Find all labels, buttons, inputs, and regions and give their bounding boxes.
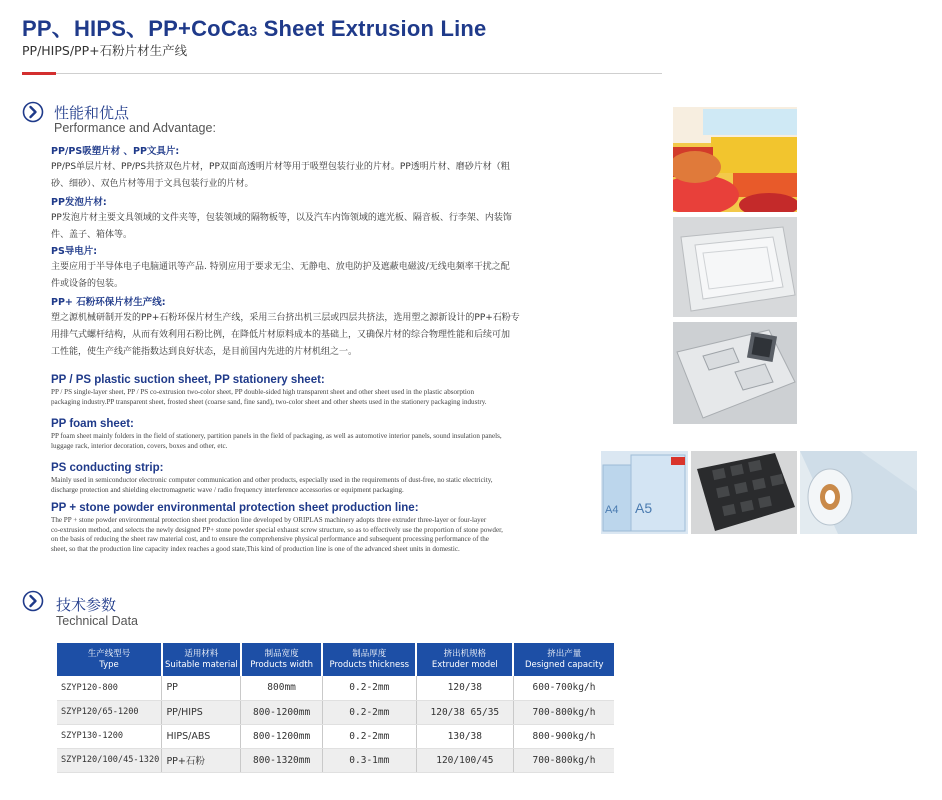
- cn-heading: PP发泡片材:: [51, 197, 107, 208]
- material-cell: PP/HIPS: [162, 700, 241, 724]
- column-header: 生产线型号 Type: [57, 643, 162, 676]
- sheet-roll-photo: [800, 451, 917, 534]
- thickness-cell: 0.2-2mm: [322, 724, 416, 748]
- cn-text-line: 砂、细砂）、双色片材等用于文具包装行业的片材。: [51, 179, 254, 189]
- cn-paragraph: [51, 196, 607, 244]
- extruder-cell: 120/38: [416, 676, 513, 700]
- capacity-cell: 600-700kg/h: [513, 676, 614, 700]
- sheet-rolls-image: [673, 107, 797, 212]
- cn-text-line: 件、盖子、箱体等。: [51, 230, 133, 240]
- en-paragraph: [51, 461, 597, 495]
- chevron-right-icon: [22, 590, 44, 612]
- material-cell: HIPS/ABS: [162, 724, 241, 748]
- cn-text-line: PP/PS单层片材、PP/PS共挤双色片材，PP双面高透明片材等用于吸塑包装行业的片材。PP透明片材、磨砂片材（粗: [51, 162, 510, 172]
- en-text-line: on the basis of reducing the sheet raw material cost, and to ensure the comprehensive physical performance and subsequent processing performance of the: [51, 535, 489, 543]
- cn-paragraph: [51, 296, 607, 361]
- table-row: [57, 676, 614, 700]
- column-header: 挤出产量 Designed capacity: [513, 643, 614, 676]
- cn-heading: PS导电片:: [51, 246, 98, 257]
- page-subtitle: PP/HIPS/PP+石粉片材生产线: [22, 43, 188, 58]
- spec-table: [57, 643, 614, 773]
- sheet-rolls-photo: [673, 107, 797, 212]
- en-text-line: luggage rack, interior decoration, covers, boxes and other, etc.: [51, 441, 228, 450]
- en-text-line: Mainly used in semiconductor electronic computer communication and other products, especially used in the requirements of dust-free, no static electricity,: [51, 476, 493, 484]
- folders-image: [601, 451, 688, 534]
- clear-tray-photo: [673, 217, 797, 317]
- technical-subtitle: Technical Data: [56, 614, 138, 628]
- thickness-cell: 0.2-2mm: [322, 700, 416, 724]
- en-heading: PP + stone powder environmental protection sheet production line:: [51, 502, 419, 514]
- cn-heading: PP+ 石粉环保片材生产线:: [51, 297, 166, 308]
- cn-text-line: 塑之源机械研制开发的PP+石粉环保片材生产线，采用三台挤出机三层或四层共挤法，选用塑之源新设计的PP+石粉专: [51, 313, 520, 323]
- en-paragraph: [51, 501, 597, 554]
- sheet-roll-image: [800, 451, 917, 534]
- en-text-line: PP / PS single-layer sheet, PP / PS co-extrusion two-color sheet, PP double-sided high transparent sheet and other sheet used in the plastic absorption: [51, 388, 474, 396]
- en-text-line: co-extrusion method, and selects the newly designed PP+ stone powder special exhaust screw structure, so as to effectively use the proportion of stone powder,: [51, 525, 503, 534]
- en-paragraph: [51, 373, 597, 407]
- width-cell: 800mm: [241, 676, 323, 700]
- folders-photo: [601, 451, 688, 534]
- type-cell: SZYP120-800: [57, 676, 162, 700]
- cn-paragraph: [51, 145, 607, 193]
- extruder-cell: 120/38 65/35: [416, 700, 513, 724]
- conductive-tray-photo: [691, 451, 797, 534]
- electronics-tray-image: [673, 322, 797, 424]
- folder-a4-label: A4: [605, 504, 619, 516]
- thickness-cell: 0.2-2mm: [322, 676, 416, 700]
- title-accent-rule: [22, 72, 56, 75]
- en-heading: PP foam sheet:: [51, 418, 134, 430]
- conductive-tray-image: [691, 451, 797, 534]
- en-text-line: discharge protection and shielding electromagnetic wave / radio frequency interference accessories or equipment packaging.: [51, 485, 404, 494]
- material-cell: PP+石粉: [162, 748, 241, 772]
- cn-text-line: 主要应用于半导体电子电脑通讯等产品. 特别应用于要求无尘、无静电、放电防护及遮蔽电磁波/无线电频率干扰之配: [51, 262, 510, 272]
- table-row: [57, 724, 614, 748]
- table-row: [57, 700, 614, 724]
- width-cell: 800-1320mm: [241, 748, 323, 772]
- extruder-cell: 130/38: [416, 724, 513, 748]
- column-header: 适用材料 Suitable material: [162, 643, 241, 676]
- cn-text-line: 件或设备的包装。: [51, 279, 124, 289]
- capacity-cell: 800-900kg/h: [513, 724, 614, 748]
- cn-text-line: 工性能，使生产线产能指数达到良好状态，是目前国内先进的片材机组之一。: [51, 347, 358, 357]
- title-divider: [56, 73, 662, 74]
- en-paragraph: [51, 417, 597, 451]
- thickness-cell: 0.3-1mm: [322, 748, 416, 772]
- chevron-right-icon: [22, 101, 44, 123]
- en-text-line: PP foam sheet mainly folders in the field of stationery, partition panels in the field of packaging, as well as automotive interior panels, sound insulation panels,: [51, 432, 502, 440]
- electronics-tray-photo: [673, 322, 797, 424]
- capacity-cell: 700-800kg/h: [513, 748, 614, 772]
- column-header: 制品厚度 Products thickness: [322, 643, 416, 676]
- en-text-line: sheet, so that the production line capacity index reaches a good state,This kind of production line is one of the advanced sheet units in domestic.: [51, 544, 460, 553]
- column-header: 挤出机规格 Extruder model: [416, 643, 513, 676]
- capacity-cell: 700-800kg/h: [513, 700, 614, 724]
- en-text-line: The PP + stone powder environmental protection sheet production line developed by ORIPLAS machinery adopts three extruder three-layer or four-layer: [51, 516, 487, 524]
- table-header-row: [57, 643, 614, 676]
- technical-title: 技术参数: [56, 596, 117, 614]
- performance-subtitle: Performance and Advantage:: [54, 121, 216, 135]
- width-cell: 800-1200mm: [241, 724, 323, 748]
- type-cell: SZYP120/100/45-1320: [57, 748, 162, 772]
- material-cell: PP: [162, 676, 241, 700]
- cn-text-line: 用排气式螺杆结构，从而有效利用石粉比例，在降低片材原料成本的基础上，又确保片材的综合物理性能和后续可加: [51, 330, 511, 340]
- width-cell: 800-1200mm: [241, 700, 323, 724]
- cn-paragraph: [51, 245, 607, 293]
- page-title: PP、HIPS、PP+CoCa3 Sheet Extrusion Line: [22, 16, 487, 41]
- en-text-line: packaging industry.PP transparent sheet, frosted sheet (coarse sand, fine sand), two-color sheet and other sheets used in the stationery packaging industry.: [51, 397, 487, 406]
- cn-heading: PP/PS吸塑片材 、PP文具片:: [51, 146, 180, 157]
- column-header: 制品宽度 Products width: [241, 643, 323, 676]
- type-cell: SZYP120/65-1200: [57, 700, 162, 724]
- extruder-cell: 120/100/45: [416, 748, 513, 772]
- performance-title: 性能和优点: [54, 104, 130, 122]
- folder-a5-label: A5: [635, 500, 653, 516]
- clear-tray-image: [673, 217, 797, 317]
- en-heading: PS conducting strip:: [51, 462, 164, 474]
- type-cell: SZYP130-1200: [57, 724, 162, 748]
- en-heading: PP / PS plastic suction sheet, PP stationery sheet:: [51, 374, 325, 386]
- table-row: [57, 748, 614, 772]
- cn-text-line: PP发泡片材主要文具领域的文件夹等，包装领域的隔物板等，以及汽车内饰领域的遮光板、隔音板、行李架、内装饰: [51, 213, 512, 223]
